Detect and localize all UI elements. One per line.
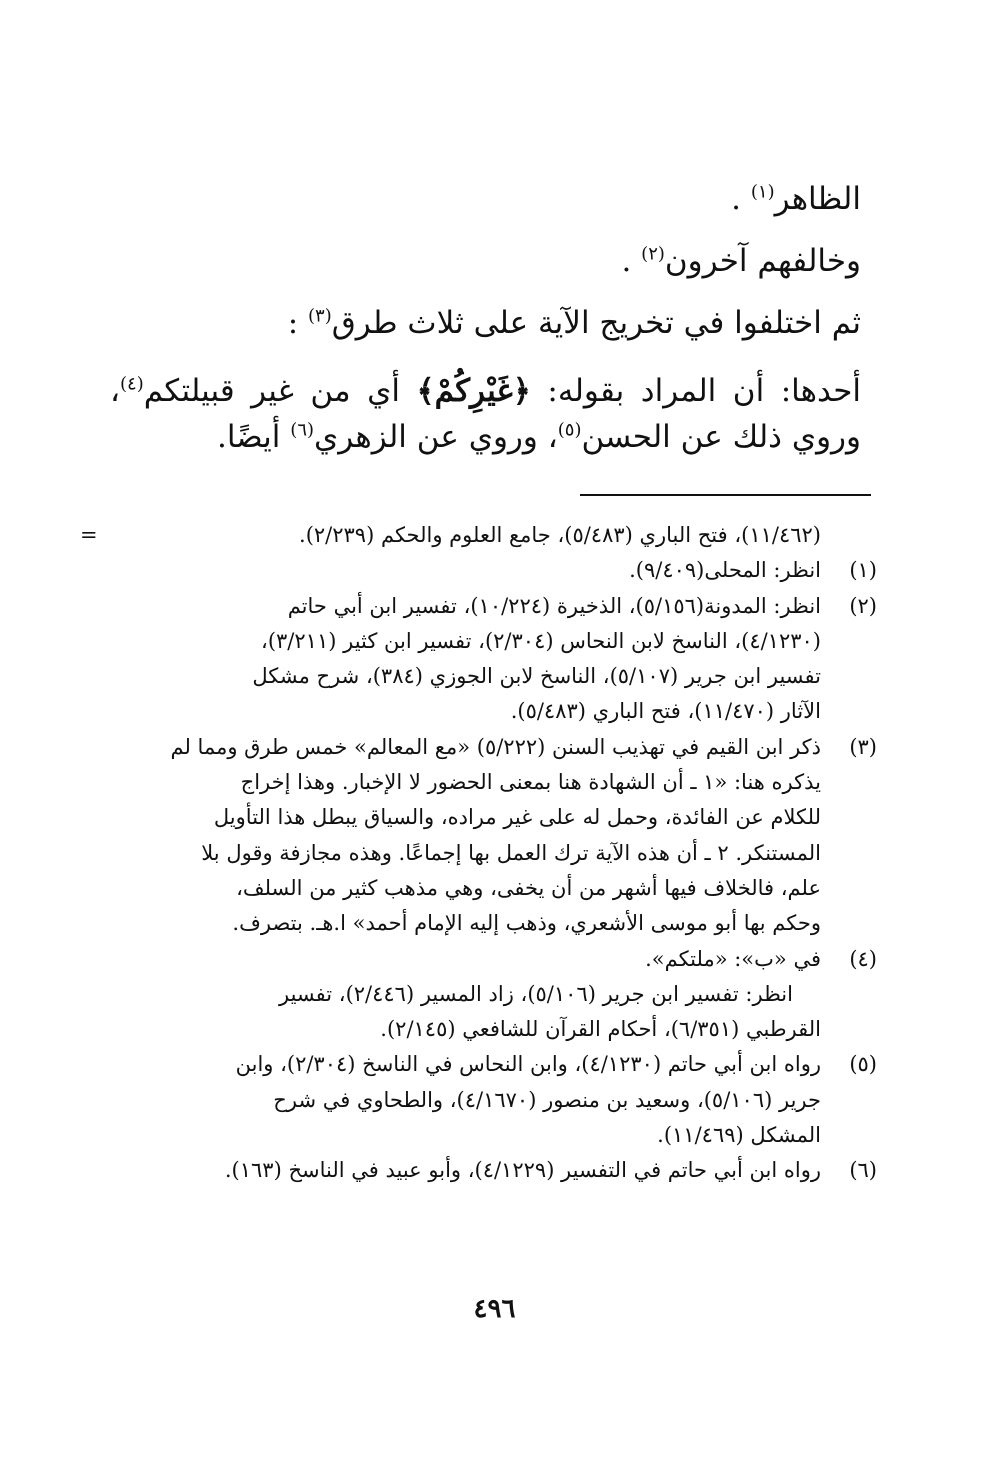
footnote-4-subline: انظر: تفسير ابن جرير (٥/١٠٦)، زاد المسير (٢/٤٤٦)، تفسير: [278, 981, 793, 1006]
footnote-6-number: (٦): [849, 1158, 877, 1183]
footnote-1-line: انظر: المحلى(٩/٤٠٩).: [629, 558, 821, 583]
footnote-3-number: (٣): [849, 734, 877, 759]
footnote-4-number: (٤): [849, 946, 877, 971]
footnote-6-line: رواه ابن أبي حاتم في التفسير (٤/١٢٢٩)، وأبو عبيد في الناسخ (١٦٣).: [224, 1158, 821, 1183]
footnote-ref-1[interactable]: (١): [750, 181, 775, 203]
footnote-1: [110, 553, 877, 588]
footnote-ref-2[interactable]: (٢): [641, 243, 665, 265]
footnote-continuation-text: [110, 518, 821, 553]
footnote-2-number: (٢): [849, 593, 877, 618]
footnote-ref-5[interactable]: (٥): [557, 419, 582, 441]
footnote-3-line: للكلام عن الفائدة، وحمل له على غير مراده، والسياق يبطل هذا التأويل: [213, 805, 821, 830]
footnote-2-line: تفسير ابن جرير (٥/١٠٧)، الناسخ لابن الجوزي (٣٨٤)، شرح مشكل: [252, 664, 821, 689]
footnote-5-line: المشكل (١١/٤٦٩).: [657, 1123, 821, 1148]
footnote-5-line: رواه ابن أبي حاتم (٤/١٢٣٠)، وابن النحاس في الناسخ (٢/٣٠٤)، وابن: [235, 1052, 821, 1077]
footnote-3-line: المستنكر. ٢ ـ أن هذه الآية ترك العمل بها إجماعًا. وهذه مجازفة وقول بلا: [201, 840, 821, 865]
footnote-2-line: الآثار (١١/٤٧٠)، فتح الباري (٥/٤٨٣).: [510, 699, 821, 724]
main-paragraph-4: [110, 368, 861, 460]
footnote-1-number: (١): [849, 558, 877, 583]
para4-text-b: أي من غير قبيلتكم: [143, 373, 400, 409]
footnote-5-line: جرير (٥/١٠٦)، وسعيد بن منصور (٤/١٦٧٠)، والطحاوي في شرح: [273, 1087, 821, 1112]
footnote-6: [110, 1153, 877, 1188]
footnote-4-line: في «ب»: «ملتكم».: [645, 946, 821, 971]
footnote-6-body: [110, 1153, 821, 1188]
main-line-3: [110, 292, 861, 354]
para4-text-c: ، وروي ذلك عن الحسن: [110, 373, 861, 455]
footnote-continuation-line: (١١/٤٦٢)، فتح الباري (٥/٤٨٣)، جامع العلوم والحكم (٢/٢٣٩).: [299, 523, 821, 547]
footnote-2-line: (٤/١٢٣٠)، الناسخ لابن النحاس (٢/٣٠٤)، تفسير ابن كثير (٣/٢١١)،: [261, 628, 821, 653]
main-line-1: [110, 168, 861, 230]
footnote-3-line: علم، فالخلاف فيها أشهر من أن يخفى، وهي مذهب كثير من السلف،: [236, 875, 821, 900]
main-line-1-end: .: [731, 181, 742, 217]
footnote-2: [110, 589, 877, 730]
para4-text-d: ، وروي عن الزهري: [314, 419, 558, 455]
page-number: ٤٩٦: [473, 1294, 516, 1324]
footnote-1-body: [110, 553, 821, 588]
footnote-2-body: [110, 589, 821, 730]
footnotes: [80, 518, 877, 1189]
footnote-3-body: [110, 730, 821, 942]
footnote-ref-6[interactable]: (٦): [290, 419, 315, 441]
footnote-4-body: [110, 942, 821, 1048]
footnote-ref-3[interactable]: (٣): [308, 305, 332, 327]
footnote-continuation: [80, 518, 877, 553]
main-line-2-end: .: [621, 243, 632, 279]
continuation-equals-mark: =: [80, 523, 98, 547]
main-line-3-end: :: [287, 305, 299, 341]
footnote-5-body: [110, 1047, 821, 1153]
footnote-3: [110, 730, 877, 942]
footnote-5-number: (٥): [849, 1052, 877, 1077]
footnote-divider: [580, 494, 871, 496]
para4-text-e: أيضًا.: [216, 419, 281, 455]
footnote-2-line: انظر: المدونة(٥/١٥٦)، الذخيرة (١٠/٢٢٤)، تفسير ابن أبي حاتم: [287, 593, 821, 618]
main-line-2: [110, 230, 861, 292]
footnote-3-line: وحكم بها أبو موسى الأشعري، وذهب إليه الإمام أحمد» ا.هـ. بتصرف.: [232, 911, 821, 936]
main-line-3-text: ثم اختلفوا في تخريج الآية على ثلاث طرق: [331, 305, 861, 341]
footnote-4: [110, 942, 877, 1048]
main-line-2-text: وخالفهم آخرون: [664, 243, 861, 279]
footnote-5: [110, 1047, 877, 1153]
footnote-4-subline: القرطبي (٦/٣٥١)، أحكام القرآن للشافعي (٢/١٤٥).: [380, 1017, 821, 1042]
footnote-ref-4[interactable]: (٤): [120, 373, 144, 395]
quran-quote: ﴿غَيْرِكُمْ﴾: [416, 373, 531, 409]
main-text: [110, 168, 861, 460]
main-line-1-text: الظاهر: [774, 181, 861, 217]
footnote-3-line: ذكر ابن القيم في تهذيب السنن (٥/٢٢٢) «مع المعالم» خمس طرق ومما لم: [170, 734, 821, 759]
footnote-3-line: يذكره هنا: «١ ـ أن الشهادة هنا بمعنى الحضور لا الإخبار. وهذا إخراج: [240, 770, 821, 795]
para4-intro: أحدها: أن المراد بقوله:: [547, 373, 861, 409]
